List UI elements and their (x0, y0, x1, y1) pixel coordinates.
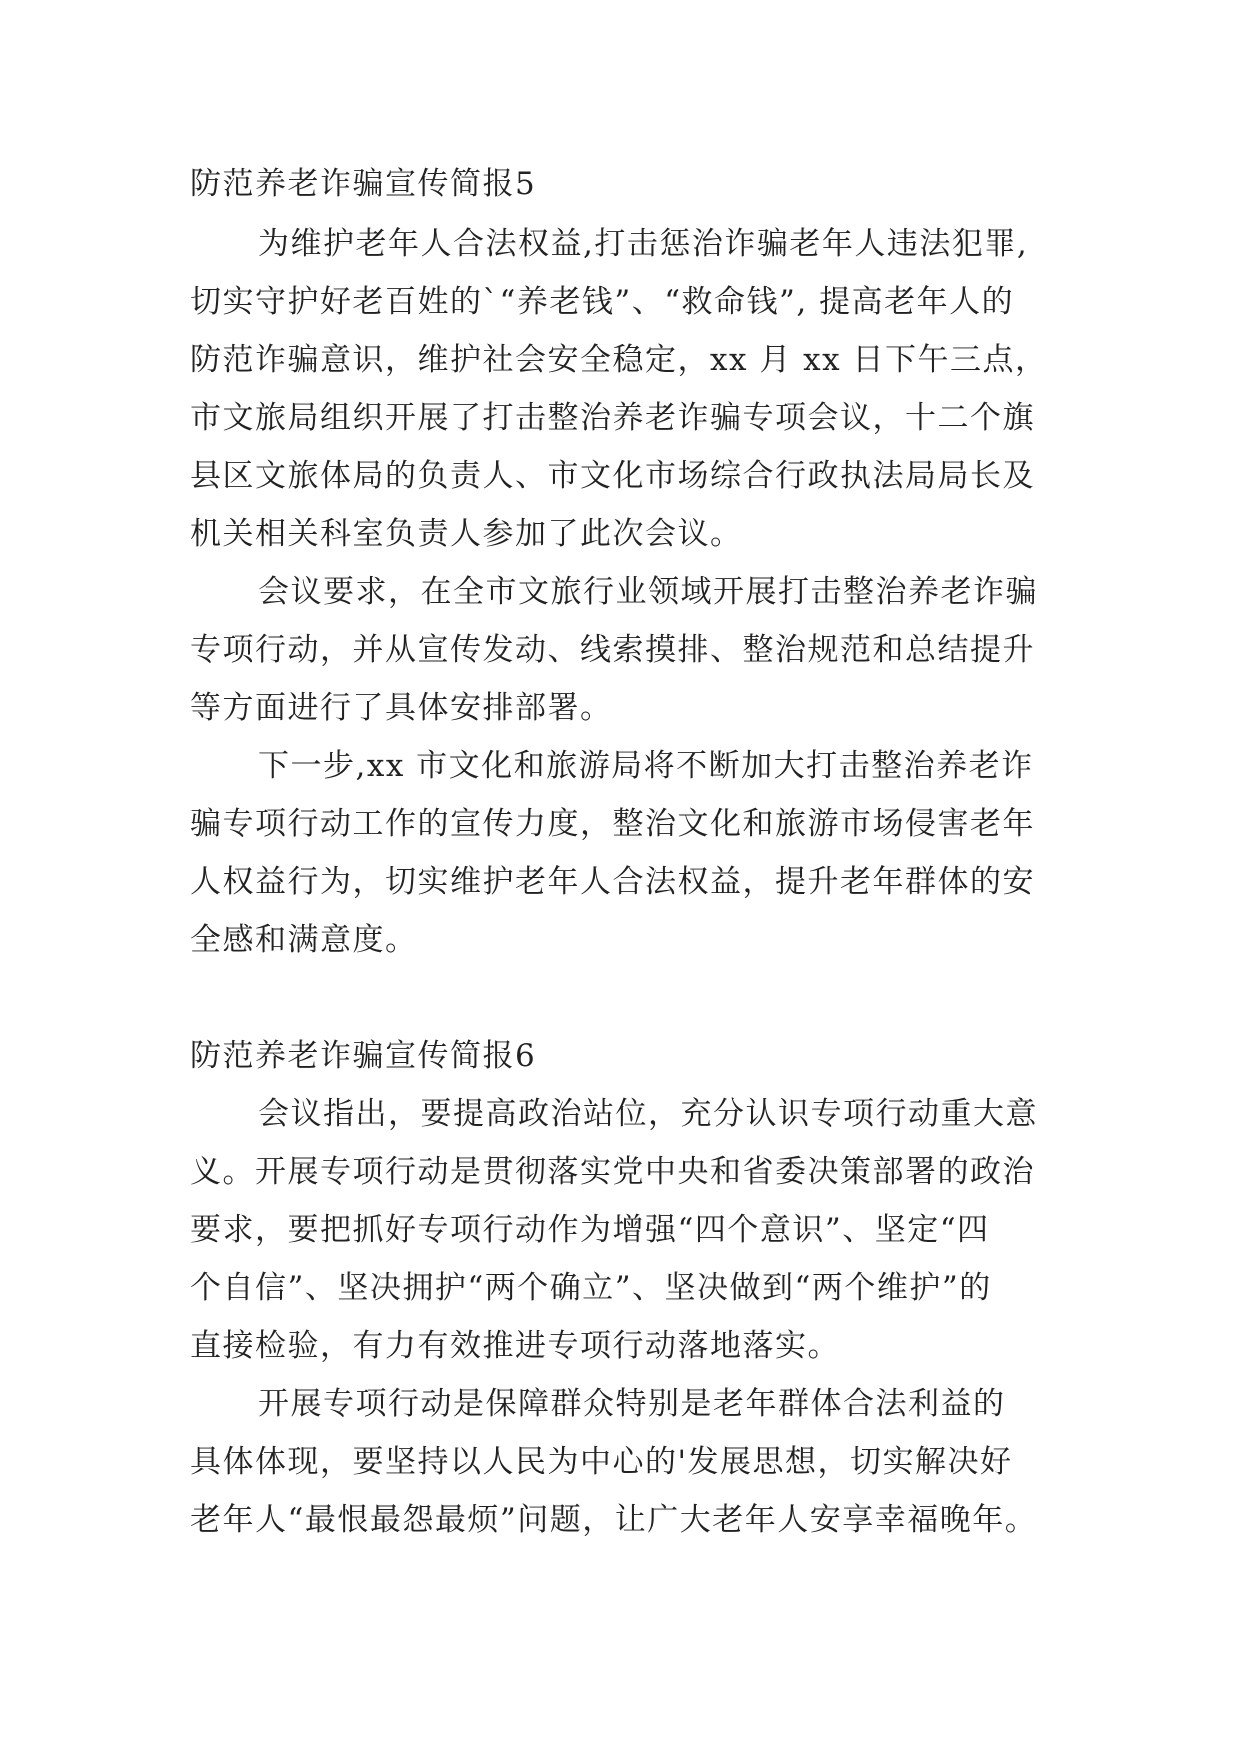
section-title: 防范养老诈骗宣传简报6 (190, 1038, 537, 1074)
paragraph-line: 个自信”、坚决拥护“两个确立”、坚决做到“两个维护”的 (190, 1270, 992, 1306)
section-title: 防范养老诈骗宣传简报5 (190, 166, 537, 202)
paragraph-line: 专项行动，并从宣传发动、线索摸排、整治规范和总结提升 (190, 632, 1035, 668)
paragraph-line: 机关相关科室负责人参加了此次会议。 (190, 516, 743, 552)
paragraph-line: 义。开展专项行动是贯彻落实党中央和省委决策部署的政治 (190, 1154, 1035, 1190)
paragraph-line: 会议要求，在全市文旅行业领域开展打击整治养老诈骗 (258, 574, 1038, 610)
paragraph-line: 具体体现，要坚持以人民为中心的'发展思想，切实解决好 (190, 1444, 1013, 1480)
paragraph-line: 会议指出，要提高政治站位，充分认识专项行动重大意 (258, 1096, 1038, 1132)
paragraph-line: 全感和满意度。 (190, 922, 418, 958)
paragraph-line: 骗专项行动工作的宣传力度，整治文化和旅游市场侵害老年 (190, 806, 1035, 842)
paragraph-line: 县区文旅体局的负责人、市文化市场综合行政执法局局长及 (190, 458, 1035, 494)
paragraph-line: 开展专项行动是保障群众特别是老年群体合法利益的 (258, 1386, 1006, 1422)
paragraph-line: 要求，要把抓好专项行动作为增强“四个意识”、坚定“四 (190, 1212, 990, 1248)
paragraph-line: 老年人“最恨最怨最烦”问题，让广大老年人安享幸福晚年。 (190, 1502, 1038, 1538)
paragraph-line: 防范诈骗意识，维护社会安全稳定，xx 月 xx 日下午三点， (190, 342, 1048, 378)
paragraph-line: 为维护老年人合法权益,打击惩治诈骗老年人违法犯罪, (258, 226, 1029, 262)
paragraph-line: 人权益行为，切实维护老年人合法权益，提升老年群体的安 (190, 864, 1035, 900)
paragraph-line: 直接检验，有力有效推进专项行动落地落实。 (190, 1328, 840, 1364)
paragraph-line: 市文旅局组织开展了打击整治养老诈骗专项会议，十二个旗 (190, 400, 1035, 436)
paragraph-line: 切实守护好老百姓的`“养老钱”、“救命钱”, 提高老年人的 (190, 284, 1015, 320)
paragraph-line: 等方面进行了具体安排部署。 (190, 690, 613, 726)
paragraph-line: 下一步,xx 市文化和旅游局将不断加大打击整治养老诈 (258, 748, 1034, 784)
